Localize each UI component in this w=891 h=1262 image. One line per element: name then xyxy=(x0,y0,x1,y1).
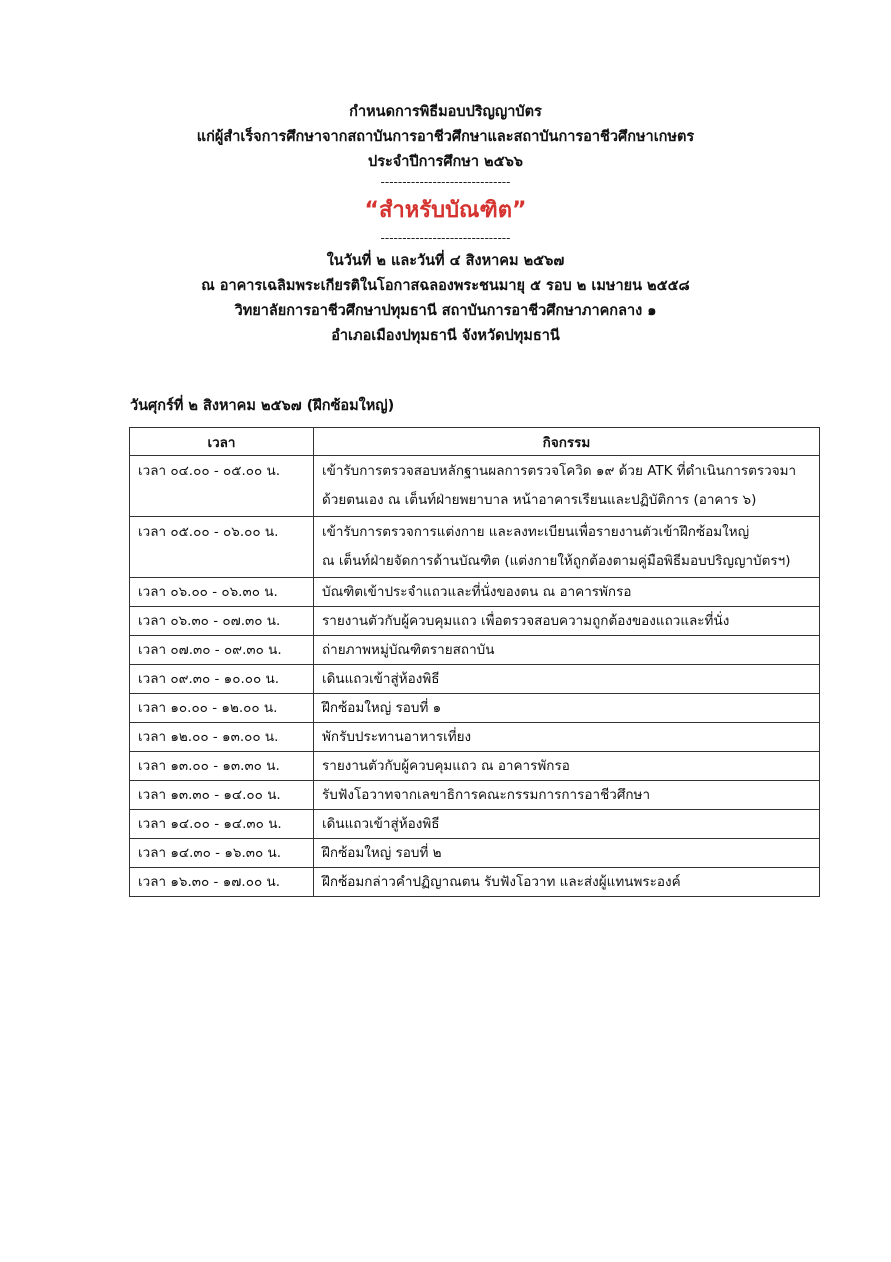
title-line-1: กำหนดการพิธีมอบปริญญาบัตร xyxy=(349,104,542,120)
activity-line: ถ่ายภาพหมู่บัณฑิตรายสถาบัน xyxy=(322,642,495,658)
table-row xyxy=(130,752,820,781)
row-activity xyxy=(314,723,820,752)
row-activity xyxy=(314,839,820,868)
row-activity xyxy=(314,517,820,578)
row-time: เวลา ๑๔.๐๐ - ๑๔.๓๐ น. xyxy=(130,810,314,839)
row-time: เวลา ๑๓.๐๐ - ๑๓.๓๐ น. xyxy=(130,752,314,781)
table-row xyxy=(130,810,820,839)
activity-line: เข้ารับการตรวจการแต่งกาย และลงทะเบียนเพื่อรายงานตัวเข้าฝึกซ้อมใหญ่ xyxy=(322,524,750,540)
row-time: เวลา ๐๕.๐๐ - ๐๖.๐๐ น. xyxy=(130,517,314,578)
row-activity xyxy=(314,636,820,665)
activity-line: ณ เต็นท์ฝ่ายจัดการด้านบัณฑิต (แต่งกายให้ถูกต้องตามคู่มือพิธีมอบปริญญาบัตรฯ) xyxy=(322,553,791,569)
activity-line: ฝึกซ้อมกล่าวคำปฏิญาณตน รับฟังโอวาท และส่งผู้แทนพระองค์ xyxy=(322,874,681,890)
divider-bottom: ------------------------------ xyxy=(380,231,511,245)
table-row xyxy=(130,723,820,752)
row-time: เวลา ๑๒.๐๐ - ๑๓.๐๐ น. xyxy=(130,723,314,752)
activity-line: ฝึกซ้อมใหญ่ รอบที่ ๒ xyxy=(322,845,442,861)
activity-line: ฝึกซ้อมใหญ่ รอบที่ ๑ xyxy=(322,700,442,716)
row-activity xyxy=(314,868,820,897)
table-row xyxy=(130,607,820,636)
title-line-2: แก่ผู้สำเร็จการศึกษาจากสถาบันการอาชีวศึกษาและสถาบันการอาชีวศึกษาเกษตร xyxy=(196,129,695,145)
event-date: ในวันที่ ๒ และวันที่ ๔ สิงหาคม ๒๕๖๗ xyxy=(326,253,565,269)
activity-line: บัณฑิตเข้าประจำแถวและที่นั่งของตน ณ อาคารพักรอ xyxy=(322,584,632,600)
row-time: เวลา ๐๗.๓๐ - ๐๙.๓๐ น. xyxy=(130,636,314,665)
event-venue: ณ อาคารเฉลิมพระเกียรติในโอกาสฉลองพระชนมายุ ๕ รอบ ๒ เมษายน ๒๕๕๘ xyxy=(201,278,690,294)
row-activity xyxy=(314,578,820,607)
title-line-3: ประจำปีการศึกษา ๒๕๖๖ xyxy=(367,154,523,170)
schedule-table xyxy=(129,427,820,897)
header-activity: กิจกรรม xyxy=(314,428,820,456)
row-activity xyxy=(314,456,820,517)
schedule-body xyxy=(130,456,820,897)
activity-line: รับฟังโอวาทจากเลขาธิการคณะกรรมการการอาชีวศึกษา xyxy=(322,787,651,803)
table-header-row xyxy=(130,428,820,456)
table-row xyxy=(130,456,820,517)
row-time: เวลา ๐๙.๓๐ - ๑๐.๐๐ น. xyxy=(130,665,314,694)
row-time: เวลา ๐๔.๐๐ - ๐๕.๐๐ น. xyxy=(130,456,314,517)
activity-line: เดินแถวเข้าสู่ห้องพิธี xyxy=(322,816,440,832)
day-heading: วันศุกร์ที่ ๒ สิงหาคม ๒๕๖๗ (ฝึกซ้อมใหญ่) xyxy=(130,398,395,414)
table-row xyxy=(130,517,820,578)
table-row xyxy=(130,578,820,607)
row-time: เวลา ๐๖.๓๐ - ๐๗.๓๐ น. xyxy=(130,607,314,636)
event-college: วิทยาลัยการอาชีวศึกษาปทุมธานี สถาบันการอาชีวศึกษาภาคกลาง ๑ xyxy=(234,303,657,319)
row-time: เวลา ๑๐.๐๐ - ๑๒.๐๐ น. xyxy=(130,694,314,723)
activity-line: ด้วยตนเอง ณ เต็นท์ฝ่ายพยาบาล หน้าอาคารเรียนและปฏิบัติการ (อาคาร ๖) xyxy=(322,492,757,508)
row-activity xyxy=(314,607,820,636)
activity-line: เข้ารับการตรวจสอบหลักฐานผลการตรวจโควิด ๑๙ ด้วย ATK ที่ดำเนินการตรวจมา xyxy=(322,463,797,479)
header-time: เวลา xyxy=(130,428,314,456)
subtitle: “สำหรับบัณฑิต” xyxy=(364,198,527,223)
table-row xyxy=(130,665,820,694)
event-district: อำเภอเมืองปทุมธานี จังหวัดปทุมธานี xyxy=(331,328,560,344)
table-row xyxy=(130,781,820,810)
table-row xyxy=(130,694,820,723)
row-time: เวลา ๑๔.๓๐ - ๑๖.๓๐ น. xyxy=(130,839,314,868)
row-activity xyxy=(314,665,820,694)
table-row xyxy=(130,636,820,665)
row-time: เวลา ๐๖.๐๐ - ๐๖.๓๐ น. xyxy=(130,578,314,607)
activity-line: รายงานตัวกับผู้ควบคุมแถว เพื่อตรวจสอบความถูกต้องของแถวและที่นั่ง xyxy=(322,613,730,629)
row-activity xyxy=(314,752,820,781)
row-time: เวลา ๑๓.๓๐ - ๑๔.๐๐ น. xyxy=(130,781,314,810)
row-activity xyxy=(314,694,820,723)
activity-line: พักรับประทานอาหารเที่ยง xyxy=(322,729,472,745)
table-row xyxy=(130,868,820,897)
row-activity xyxy=(314,781,820,810)
row-time: เวลา ๑๖.๓๐ - ๑๗.๐๐ น. xyxy=(130,868,314,897)
activity-line: รายงานตัวกับผู้ควบคุมแถว ณ อาคารพักรอ xyxy=(322,758,570,774)
table-row xyxy=(130,839,820,868)
row-activity xyxy=(314,810,820,839)
divider-top: ------------------------------ xyxy=(380,175,511,189)
document-header xyxy=(0,100,891,349)
activity-line: เดินแถวเข้าสู่ห้องพิธี xyxy=(322,671,440,687)
